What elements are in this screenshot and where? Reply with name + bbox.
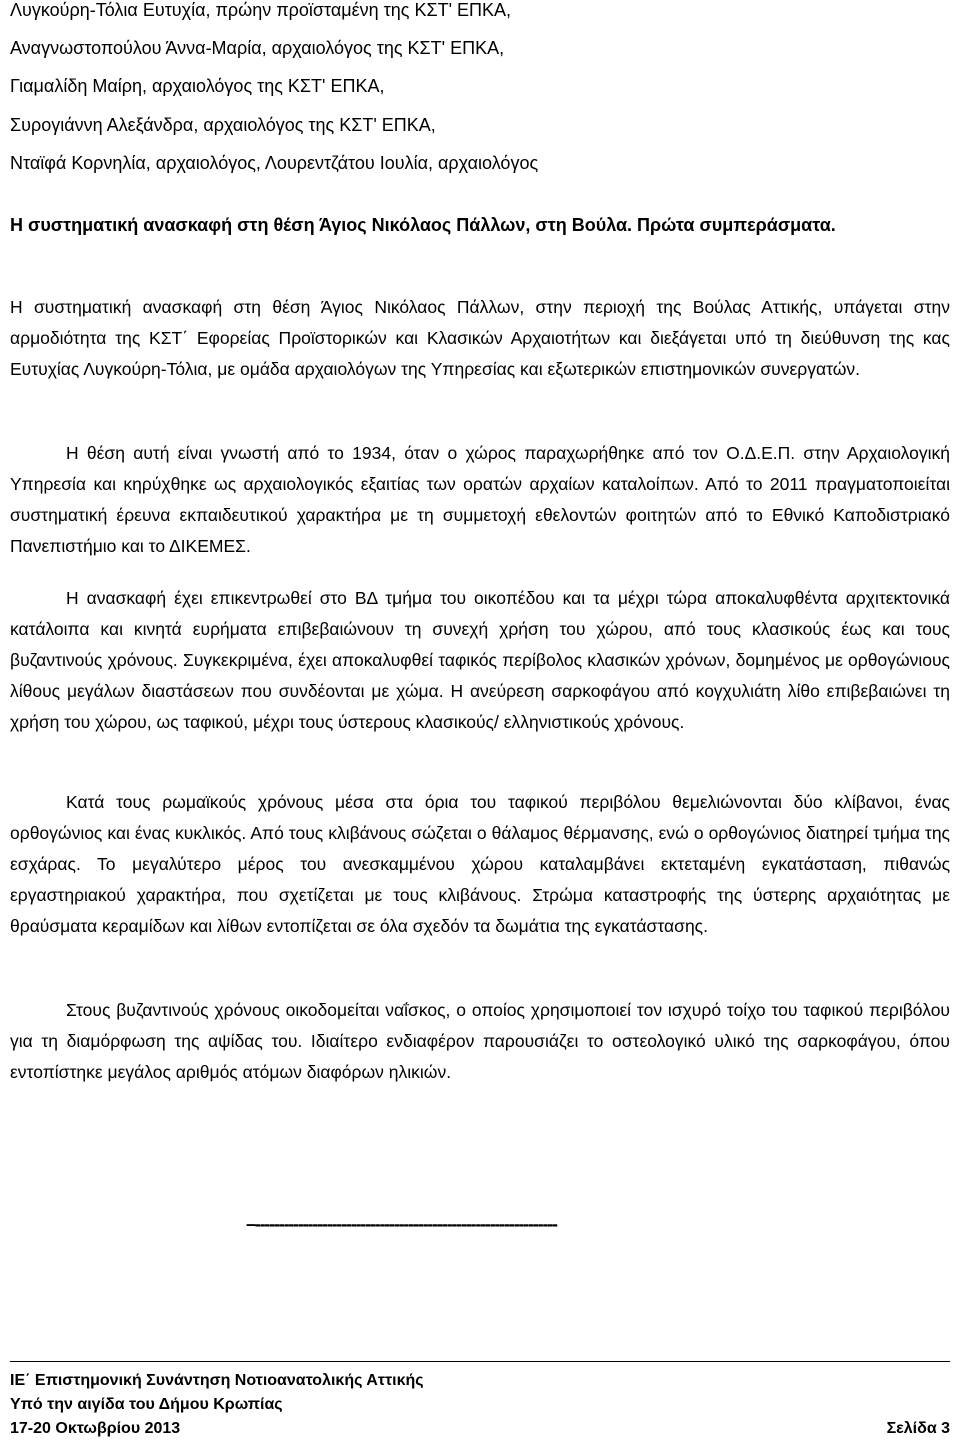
body-paragraph: Η θέση αυτή είναι γνωστή από το 1934, όταν ο χώρος παραχωρήθηκε από τον Ο.Δ.Ε.Π. στην Αρχαιολογική Υπηρεσία και κηρύχθηκε ως αρχαιολογικός εξαιτίας των ορατών αρχαίων καταλοίπων. Από το 2011 πραγματοποιείται συστηματική έρευνα εκπαιδευτικού χαρακτήρα με τη συμμετοχή εθελοντών φοιτητών από το Εθνικό Καποδιστριακό Πανεπιστήμιο και το ΔΙΚΕΜΕΣ. xyxy=(10,443,950,556)
footer-dates: 17-20 Οκτωβρίου 2013 xyxy=(10,1420,181,1437)
body-paragraph: Η ανασκαφή έχει επικεντρωθεί στο ΒΔ τμήμα του οικοπέδου και τα μέχρι τώρα αποκαλυφθέντα αρχιτεκτονικά κατάλοιπα και κινητά ευρήματα επιβεβαιώνουν τη συνεχή χρήση του χώρου, από τους κλασικούς έως και τους βυζαντινούς χρόνους. Συγκεκριμένα, έχει αποκαλυφθεί ταφικός περίβολος κλασικών χρόνων, δομημένος με ορθογώνιους λίθους μεγάλων διαστάσεων που συνδέονται με χώμα. Η ανεύρεση σαρκοφάγου από κογχυλιάτη λίθο επιβεβαιώνει τη χρήση του χώρου, ως ταφικού, μέχρι τους ύστερους κλασικούς/ ελληνιστικούς χρόνους. xyxy=(10,588,950,732)
body-paragraph: Η συστηματική ανασκαφή στη θέση Άγιος Νικόλαος Πάλλων, στην περιοχή της Βούλας Αττικής, υπάγεται στην αρμοδιότητα της ΚΣΤ΄ Εφορείας Προϊστορικών και Κλασικών Αρχαιοτήτων και διεξάγεται υπό τη διεύθυνση της κας Ευτυχίας Λυγκούρη-Τόλια, με ομάδα αρχαιολόγων της Υπηρεσίας και εξωτερικών επιστημονικών συνεργατών. xyxy=(10,297,950,379)
author-line: Συρογιάννη Αλεξάνδρα, αρχαιολόγος της ΚΣΤ' ΕΠΚΑ, xyxy=(10,115,436,135)
author-line: Λυγκούρη-Τόλια Ευτυχία, πρώην προϊσταμένη της ΚΣΤ' ΕΠΚΑ, xyxy=(10,0,512,20)
article-title: Η συστηματική ανασκαφή στη θέση Άγιος Νικόλαος Πάλλων, στη Βούλα. Πρώτα συμπεράσματα. xyxy=(10,215,836,235)
footer-page-number: Σελίδα 3 xyxy=(886,1420,950,1437)
section-separator: –--------------------------------------------------------------- xyxy=(246,1214,557,1234)
body-paragraph: Κατά τους ρωμαϊκούς χρόνους μέσα στα όρια του ταφικού περιβόλου θεμελιώνονται δύο κλίβανοι, ένας ορθογώνιος και ένας κυκλικός. Από τους κλιβάνους σώζεται ο θάλαμος θέρμανσης, ενώ ο ορθογώνιος διατηρεί τμήμα της εσχάρας. Το μεγαλύτερο μέρος του ανεσκαμμένου χώρου καταλαμβάνει εκτεταμένη εγκατάσταση, πιθανώς εργαστηριακού χαρακτήρα, που σχετίζεται με τους κλιβάνους. Στρώμα καταστροφής της ύστερης αρχαιότητας με θραύσματα κεραμίδων και λίθων εντοπίζεται σε όλα σχεδόν τα δωμάτια της εγκατάστασης. xyxy=(10,792,950,936)
author-line: Νταϊφά Κορνηλία, αρχαιολόγος, Λουρεντζάτου Ιουλία, αρχαιολόγος xyxy=(10,153,539,173)
body-paragraph: Στους βυζαντινούς χρόνους οικοδομείται ναΐσκος, ο οποίος χρησιμοποιεί τον ισχυρό τοίχο του ταφικού περιβόλου για τη διαμόρφωση της αψίδας του. Ιδιαίτερο ενδιαφέρον παρουσιάζει το οστεολογικό υλικό της σαρκοφάγου, όπου εντοπίστηκε μεγάλος αριθμός ατόμων διαφόρων ηλικιών. xyxy=(10,1000,950,1082)
footer-divider xyxy=(10,1361,950,1362)
author-line: Γιαμαλίδη Μαίρη, αρχαιολόγος της ΚΣΤ' ΕΠΚΑ, xyxy=(10,76,385,96)
footer-patronage: Υπό την αιγίδα του Δήμου Κρωπίας xyxy=(10,1396,283,1413)
footer-conference: ΙΕ΄ Επιστημονική Συνάντηση Νοτιοανατολικής Αττικής xyxy=(10,1372,424,1389)
author-line: Αναγνωστοπούλου Άννα-Μαρία, αρχαιολόγος της ΚΣΤ' ΕΠΚΑ, xyxy=(10,38,505,58)
